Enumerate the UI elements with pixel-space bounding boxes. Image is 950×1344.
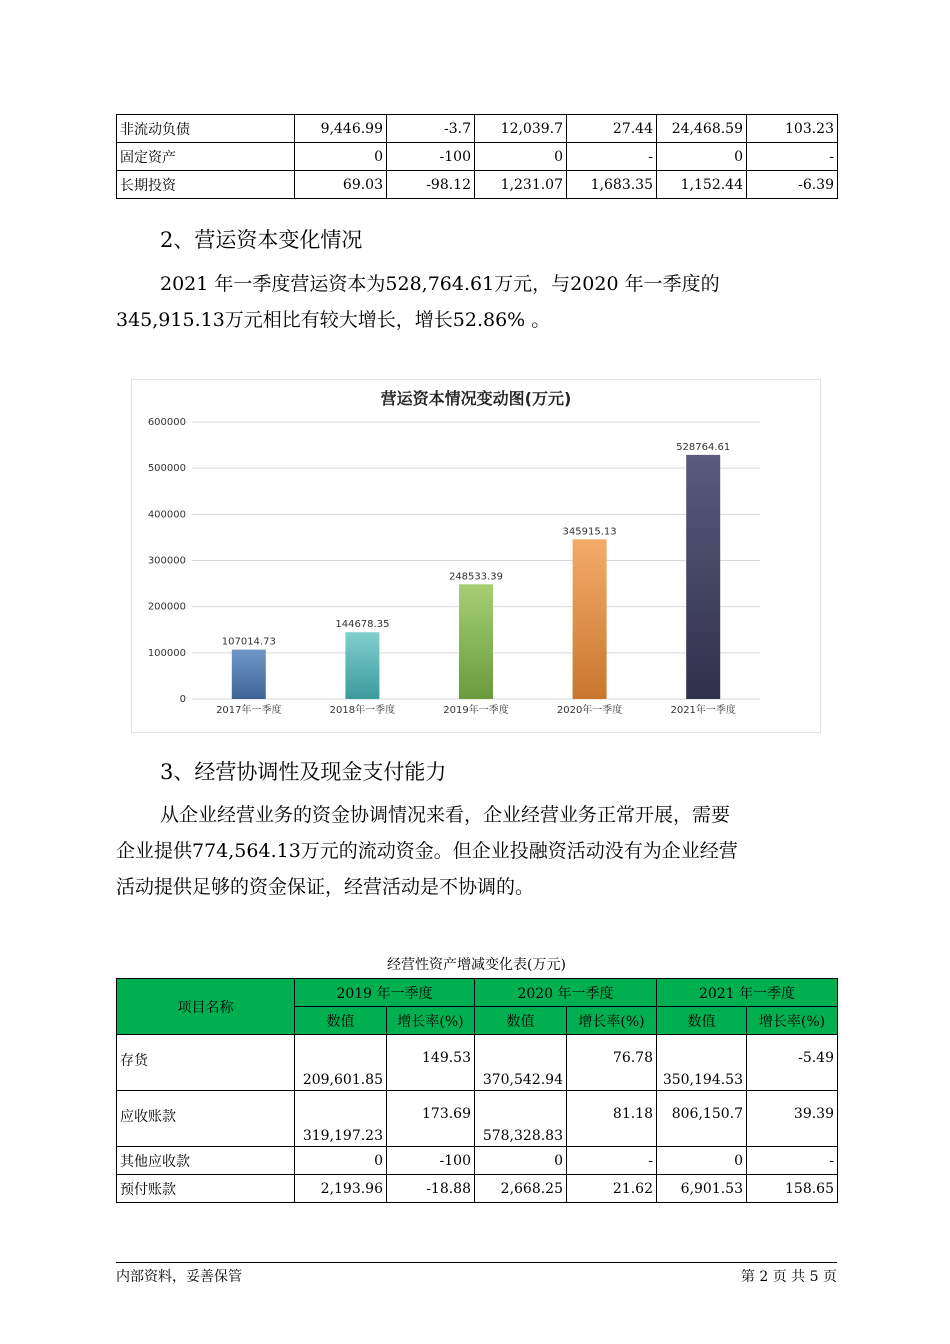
- cell: 2,668.25: [475, 1175, 567, 1203]
- header-row: [117, 979, 838, 1007]
- working-capital-chart: [131, 379, 821, 733]
- subheader-value: 数值: [295, 1007, 387, 1035]
- cell: -3.7: [387, 115, 475, 143]
- bar: [232, 650, 266, 699]
- table-row: [117, 143, 838, 171]
- cell: 578,328.83: [475, 1091, 567, 1147]
- cell: 76.78: [567, 1035, 657, 1091]
- section-2-heading: 2、营运资本变化情况: [160, 228, 363, 252]
- y-tick-label: 500000: [147, 463, 186, 475]
- y-tick-label: 300000: [147, 555, 186, 567]
- subheader-value: 数值: [475, 1007, 567, 1035]
- cell: 12,039.7: [475, 115, 567, 143]
- operating-assets-table: [116, 978, 838, 1203]
- cell: 319,197.23: [295, 1091, 387, 1147]
- section-2-paragraph: [116, 266, 836, 338]
- cell: 24,468.59: [657, 115, 747, 143]
- cell: 173.69: [387, 1091, 475, 1147]
- cell: 0: [657, 143, 747, 171]
- row-label: 其他应收款: [117, 1147, 295, 1175]
- row-label: 应收账款: [117, 1091, 295, 1147]
- row-label: 长期投资: [117, 171, 295, 199]
- cell: 2,193.96: [295, 1175, 387, 1203]
- y-tick-label: 600000: [147, 417, 186, 428]
- cell: 1,683.35: [567, 171, 657, 199]
- x-tick-label: 2021年一季度: [670, 705, 736, 716]
- row-label: 预付账款: [117, 1175, 295, 1203]
- cell: 158.65: [747, 1175, 838, 1203]
- cell: -98.12: [387, 171, 475, 199]
- cell: 69.03: [295, 171, 387, 199]
- footer-divider: [116, 1262, 837, 1263]
- cell: -: [747, 143, 838, 171]
- row-label: 存货: [117, 1035, 295, 1091]
- cell: 209,601.85: [295, 1035, 387, 1091]
- y-tick-label: 100000: [147, 647, 186, 659]
- cell: 0: [475, 1147, 567, 1175]
- chart-title: 营运资本情况变动图(万元): [380, 389, 572, 408]
- cell: 350,194.53: [657, 1035, 747, 1091]
- header-period: 2021 年一季度: [657, 979, 838, 1007]
- y-tick-label: 200000: [147, 601, 186, 613]
- x-tick-label: 2017年一季度: [216, 705, 282, 716]
- x-tick-label: 2019年一季度: [443, 705, 509, 716]
- bar: [686, 455, 720, 699]
- cell: 0: [657, 1147, 747, 1175]
- cell: 149.53: [387, 1035, 475, 1091]
- cell: 0: [295, 1147, 387, 1175]
- x-tick-label: 2018年一季度: [329, 705, 396, 716]
- cell: 1,152.44: [657, 171, 747, 199]
- bar-value-label: 144678.35: [335, 619, 390, 631]
- paragraph-line: 2021 年一季度营运资本为528,764.61万元，与2020 年一季度的: [160, 273, 720, 295]
- cell: 0: [295, 143, 387, 171]
- row-label: 非流动负债: [117, 115, 295, 143]
- row-label: 固定资产: [117, 143, 295, 171]
- bar-value-label: 528764.61: [676, 441, 731, 453]
- bar: [573, 539, 607, 699]
- subheader-growth: 增长率(%): [747, 1007, 838, 1035]
- bar-value-label: 248533.39: [448, 571, 504, 583]
- table-row: [117, 1035, 838, 1091]
- x-tick-label: 2020年一季度: [556, 705, 623, 716]
- cell: 39.39: [747, 1091, 838, 1147]
- cell: -5.49: [747, 1035, 838, 1091]
- cell: 0: [475, 143, 567, 171]
- section-3-paragraph: [116, 797, 836, 905]
- paragraph-line: 345,915.13万元相比有较大增长，增长52.86% 。: [116, 309, 551, 331]
- cell: 1,231.07: [475, 171, 567, 199]
- cell: -: [567, 1147, 657, 1175]
- cell: 6,901.53: [657, 1175, 747, 1203]
- footer-page-number: 第 2 页 共 5 页: [740, 1269, 837, 1285]
- y-tick-label: 0: [179, 694, 186, 705]
- paragraph-line: 从企业经营业务的资金协调情况来看，企业经营业务正常开展，需要: [160, 804, 731, 826]
- cell: 27.44: [567, 115, 657, 143]
- bar-value-label: 107014.73: [221, 636, 276, 648]
- cell: 81.18: [567, 1091, 657, 1147]
- cell: -: [567, 143, 657, 171]
- table-row: [117, 1175, 838, 1203]
- paragraph-line: 活动提供足够的资金保证，经营活动是不协调的。: [116, 876, 535, 898]
- cell: -100: [387, 1147, 475, 1175]
- cell: -: [747, 1147, 838, 1175]
- cell: 9,446.99: [295, 115, 387, 143]
- cell: 806,150.7: [657, 1091, 747, 1147]
- non-current-items-table: [116, 114, 838, 199]
- table-row: [117, 1147, 838, 1175]
- cell: -6.39: [747, 171, 838, 199]
- table-row: [117, 115, 838, 143]
- y-tick-label: 400000: [147, 509, 186, 521]
- table-row: [117, 1091, 838, 1147]
- subheader-growth: 增长率(%): [387, 1007, 475, 1035]
- cell: -100: [387, 143, 475, 171]
- header-period: 2020 年一季度: [475, 979, 657, 1007]
- cell: 21.62: [567, 1175, 657, 1203]
- cell: -18.88: [387, 1175, 475, 1203]
- chart-canvas: [132, 380, 820, 732]
- subheader-value: 数值: [657, 1007, 747, 1035]
- header-period: 2019 年一季度: [295, 979, 475, 1007]
- bar: [459, 584, 493, 699]
- footer-confidential-note: 内部资料，妥善保管: [116, 1269, 242, 1285]
- section-3-heading: 3、经营协调性及现金支付能力: [160, 760, 447, 784]
- header-item-name: 项目名称: [117, 979, 295, 1035]
- table-row: [117, 171, 838, 199]
- cell: 103.23: [747, 115, 838, 143]
- bar: [345, 632, 379, 699]
- bar-value-label: 345915.13: [562, 526, 617, 538]
- table-caption: 经营性资产增减变化表(万元): [387, 957, 566, 973]
- cell: 370,542.94: [475, 1035, 567, 1091]
- subheader-growth: 增长率(%): [567, 1007, 657, 1035]
- paragraph-line: 企业提供774,564.13万元的流动资金。但企业投融资活动没有为企业经营: [116, 840, 738, 862]
